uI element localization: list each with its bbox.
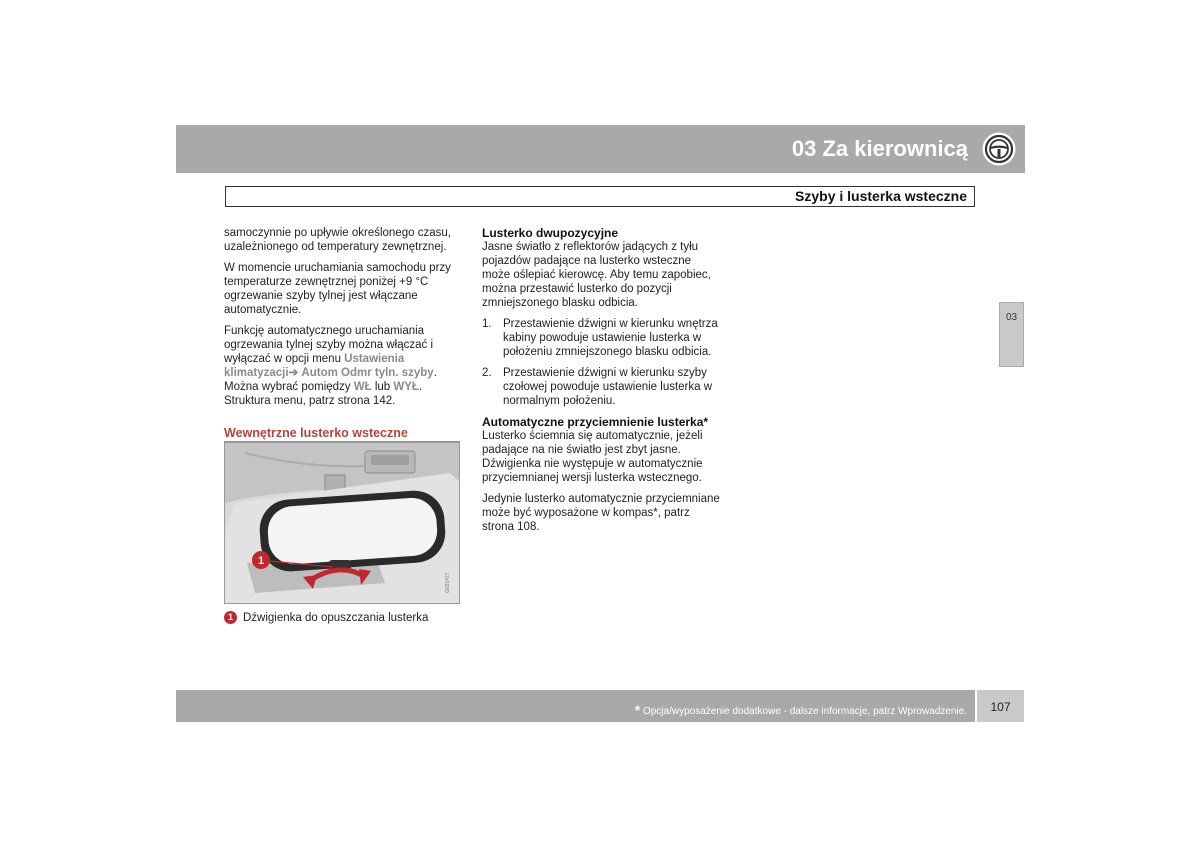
caption-number-badge: 1 — [224, 611, 237, 624]
paragraph-menu-instructions — [224, 324, 464, 408]
chapter-title: 03 Za kierownicą — [791, 136, 968, 161]
footnote-star: * — [634, 702, 641, 718]
list-item-text: Przestawienie dźwigni w kierunku wnętrza kabiny powoduje ustawienie lusterka w położeniu zmniejszonego blasku odbicia. — [503, 318, 718, 358]
footnote — [635, 702, 967, 718]
text-fragment: lub — [371, 381, 394, 393]
footer-bar — [176, 690, 975, 722]
text-fragment: Funkcję automatycznego uruchamiania ogrzewania tylnej szyby można włączać i wyłączać w opcji menu — [224, 325, 434, 365]
option-on: WŁ — [353, 381, 372, 393]
list-item-text: Przestawienie dźwigni w kierunku szyby czołowej powoduje ustawienie lusterka w normalnym położeniu. — [503, 367, 713, 407]
figure-marker-1: 1 — [257, 555, 265, 567]
list-item — [482, 366, 722, 408]
paragraph: W momencie uruchamiania samochodu przy temperaturze zewnętrznej poniżej +9 °C ogrzewanie szyby tylnej jest włączane automatycznie. — [224, 262, 451, 316]
page-number-box — [977, 690, 1024, 722]
left-column — [224, 226, 464, 442]
side-tab-label: 03 — [1005, 312, 1018, 323]
steering-wheel-icon — [981, 131, 1017, 167]
heading-two-position-mirror: Lusterko dwupozycyjne — [482, 226, 619, 240]
text-fragment: . Można wybrać pomiędzy — [224, 367, 437, 393]
text-fragment: . Struktura menu, patrz strona 142. — [224, 381, 423, 407]
caption-text: Dźwigienka do opuszczania lusterka — [243, 611, 429, 624]
page-number: 107 — [990, 700, 1011, 714]
chapter-side-tab — [999, 302, 1024, 367]
numbered-list — [482, 317, 722, 408]
section-title: Szyby i lusterka wsteczne — [795, 188, 967, 204]
menu-path-rear-defrost: Autom Odmr tyln. szyby — [301, 367, 434, 379]
list-item-number: 1. — [482, 318, 492, 330]
figure-caption — [224, 611, 428, 624]
paragraph: Jedynie lusterko automatycznie przyciemniane może być wyposażone w kompas*, patrz strona 108. — [482, 493, 720, 533]
heading-auto-dimming: Automatyczne przyciemnienie lusterka* — [482, 415, 709, 429]
option-off: WYŁ — [393, 381, 419, 393]
paragraph: Jasne światło z reflektorów jadących z tyłu pojazdów padające na lusterko wsteczne może oślepiać kierowcę. Aby temu zapobiec, można przestawić lusterko do pozycji zmniejszonego blasku odbicia. — [482, 241, 711, 309]
chapter-header-bar — [176, 125, 1025, 173]
paragraph: samoczynnie po upływie określonego czasu, uzależnionego od temperatury zewnętrznej. — [224, 227, 451, 253]
menu-path-climate: Ustawienia klimatyzacji — [224, 353, 405, 379]
section-header — [225, 186, 975, 207]
list-item-number: 2. — [482, 367, 492, 379]
list-item — [482, 317, 722, 359]
subsection-heading: Wewnętrzne lusterko wsteczne — [224, 426, 460, 442]
footnote-text: Opcja/wyposażenie dodatkowe - dalsze informacje, patrz Wprowadzenie. — [640, 706, 967, 717]
arrow-icon: ➔ — [288, 367, 299, 379]
mirror-drawing — [225, 443, 460, 604]
right-column — [482, 226, 722, 541]
figure-code: G031477 — [445, 572, 451, 593]
paragraph: Lusterko ściemnia się automatycznie, jeżeli padające na nie światło jest zbyt jasne. Dźwigienka nie występuje w automatycznie przyciemnianej wersji lusterka wstecznego. — [482, 430, 703, 484]
rearview-mirror-illustration — [224, 442, 460, 604]
